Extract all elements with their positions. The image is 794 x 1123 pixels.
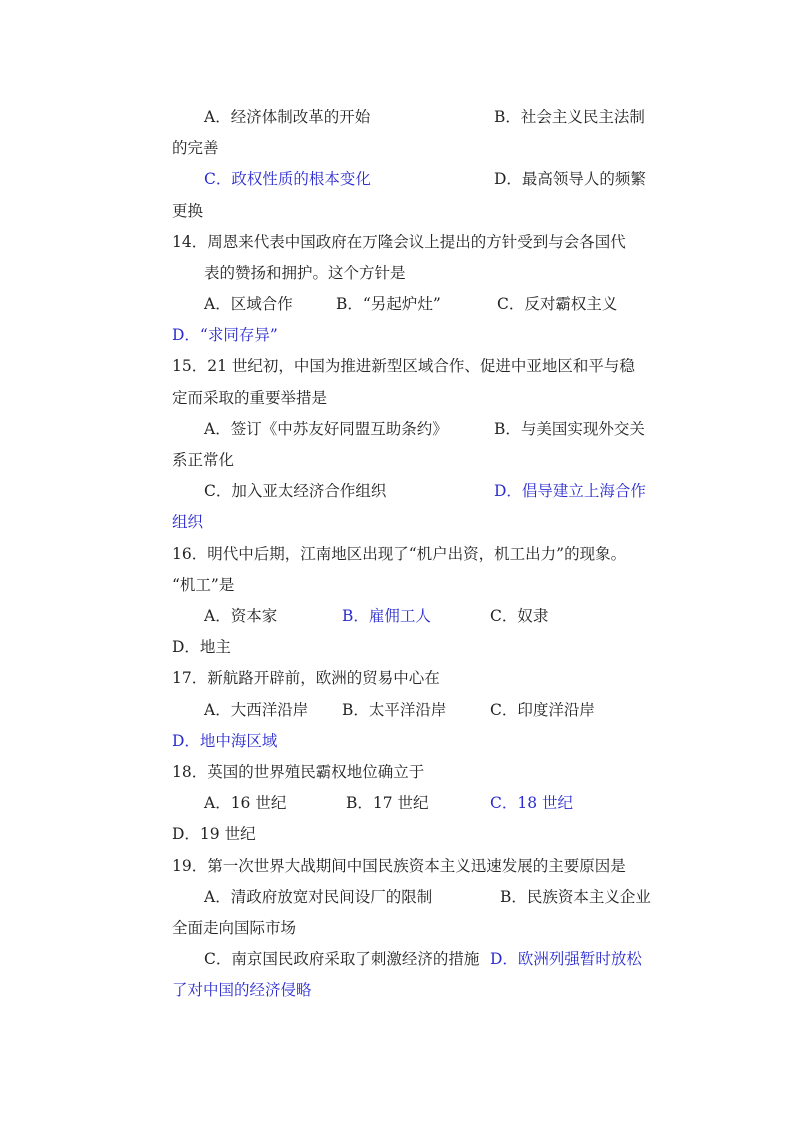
q13-option-c-answer: C．政权性质的根本变化 [204, 170, 371, 188]
q18-stem: 18．英国的世界殖民霸权地位确立于 [172, 763, 425, 781]
q14-stem-line2: 表的赞扬和拥护。这个方针是 [204, 264, 406, 282]
q19-option-c: C．南京国民政府采取了刺激经济的措施 [204, 950, 480, 968]
q15-stem-line1: 15．21 世纪初，中国为推进新型区域合作、促进中亚地区和平与稳 [172, 357, 635, 375]
q15-option-d-answer-cont: 组织 [172, 513, 204, 531]
q19-option-b-cont: 全面走向国际市场 [172, 919, 297, 937]
q15-option-c: C．加入亚太经济合作组织 [204, 482, 387, 500]
q19-option-a: A．清政府放宽对民间设厂的限制 [204, 888, 433, 906]
q19-option-d-answer-cont: 了对中国的经济侵略 [172, 981, 312, 999]
q15-option-b-cont: 系正常化 [172, 451, 235, 469]
q13-option-a: A．经济体制改革的开始 [204, 108, 371, 126]
q17-option-c: C．印度洋沿岸 [490, 701, 595, 719]
q13-option-b-cont: 的完善 [172, 139, 219, 157]
q13-option-b: B．社会主义民主法制 [494, 108, 645, 126]
q15-option-b: B．与美国实现外交关 [494, 420, 645, 438]
q18-option-a: A．16 世纪 [204, 794, 287, 812]
q16-option-c: C．奴隶 [490, 607, 549, 625]
q13-option-d-cont: 更换 [172, 202, 204, 220]
q19-option-b: B．民族资本主义企业 [500, 888, 651, 906]
q18-option-b: B．17 世纪 [346, 794, 429, 812]
q18-option-d: D．19 世纪 [172, 825, 256, 843]
q16-option-b-answer: B．雇佣工人 [342, 607, 431, 625]
q13-option-d: D．最高领导人的频繁 [494, 170, 646, 188]
q16-option-a: A．资本家 [204, 607, 278, 625]
q14-stem-line1: 14．周恩来代表中国政府在万隆会议上提出的方针受到与会各国代 [172, 233, 626, 251]
q14-option-c: C．反对霸权主义 [497, 295, 618, 313]
q15-option-d-answer: D．倡导建立上海合作 [494, 482, 646, 500]
q15-stem-line2: 定而采取的重要举措是 [172, 389, 328, 407]
q17-stem: 17．新航路开辟前，欧洲的贸易中心在 [172, 669, 440, 687]
q16-stem-line2: “机工”是 [172, 576, 235, 594]
q17-option-d-answer: D．地中海区域 [172, 732, 278, 750]
q18-option-c-answer: C．18 世纪 [490, 794, 574, 812]
q16-stem-line1: 16．明代中后期，江南地区出现了“机户出资，机工出力”的现象。 [172, 545, 627, 563]
q17-option-a: A．大西洋沿岸 [204, 701, 309, 719]
q15-option-a: A．签订《中苏友好同盟互助条约》 [204, 420, 448, 438]
q17-option-b: B．太平洋沿岸 [342, 701, 447, 719]
q14-option-a: A．区域合作 [204, 295, 293, 313]
q19-stem: 19．第一次世界大战期间中国民族资本主义迅速发展的主要原因是 [172, 857, 626, 875]
q19-option-d-answer: D．欧洲列强暂时放松 [490, 950, 642, 968]
q14-option-b: B．“另起炉灶” [336, 295, 441, 313]
q16-option-d: D．地主 [172, 638, 231, 656]
q14-option-d-answer: D．“求同存异” [172, 326, 278, 344]
